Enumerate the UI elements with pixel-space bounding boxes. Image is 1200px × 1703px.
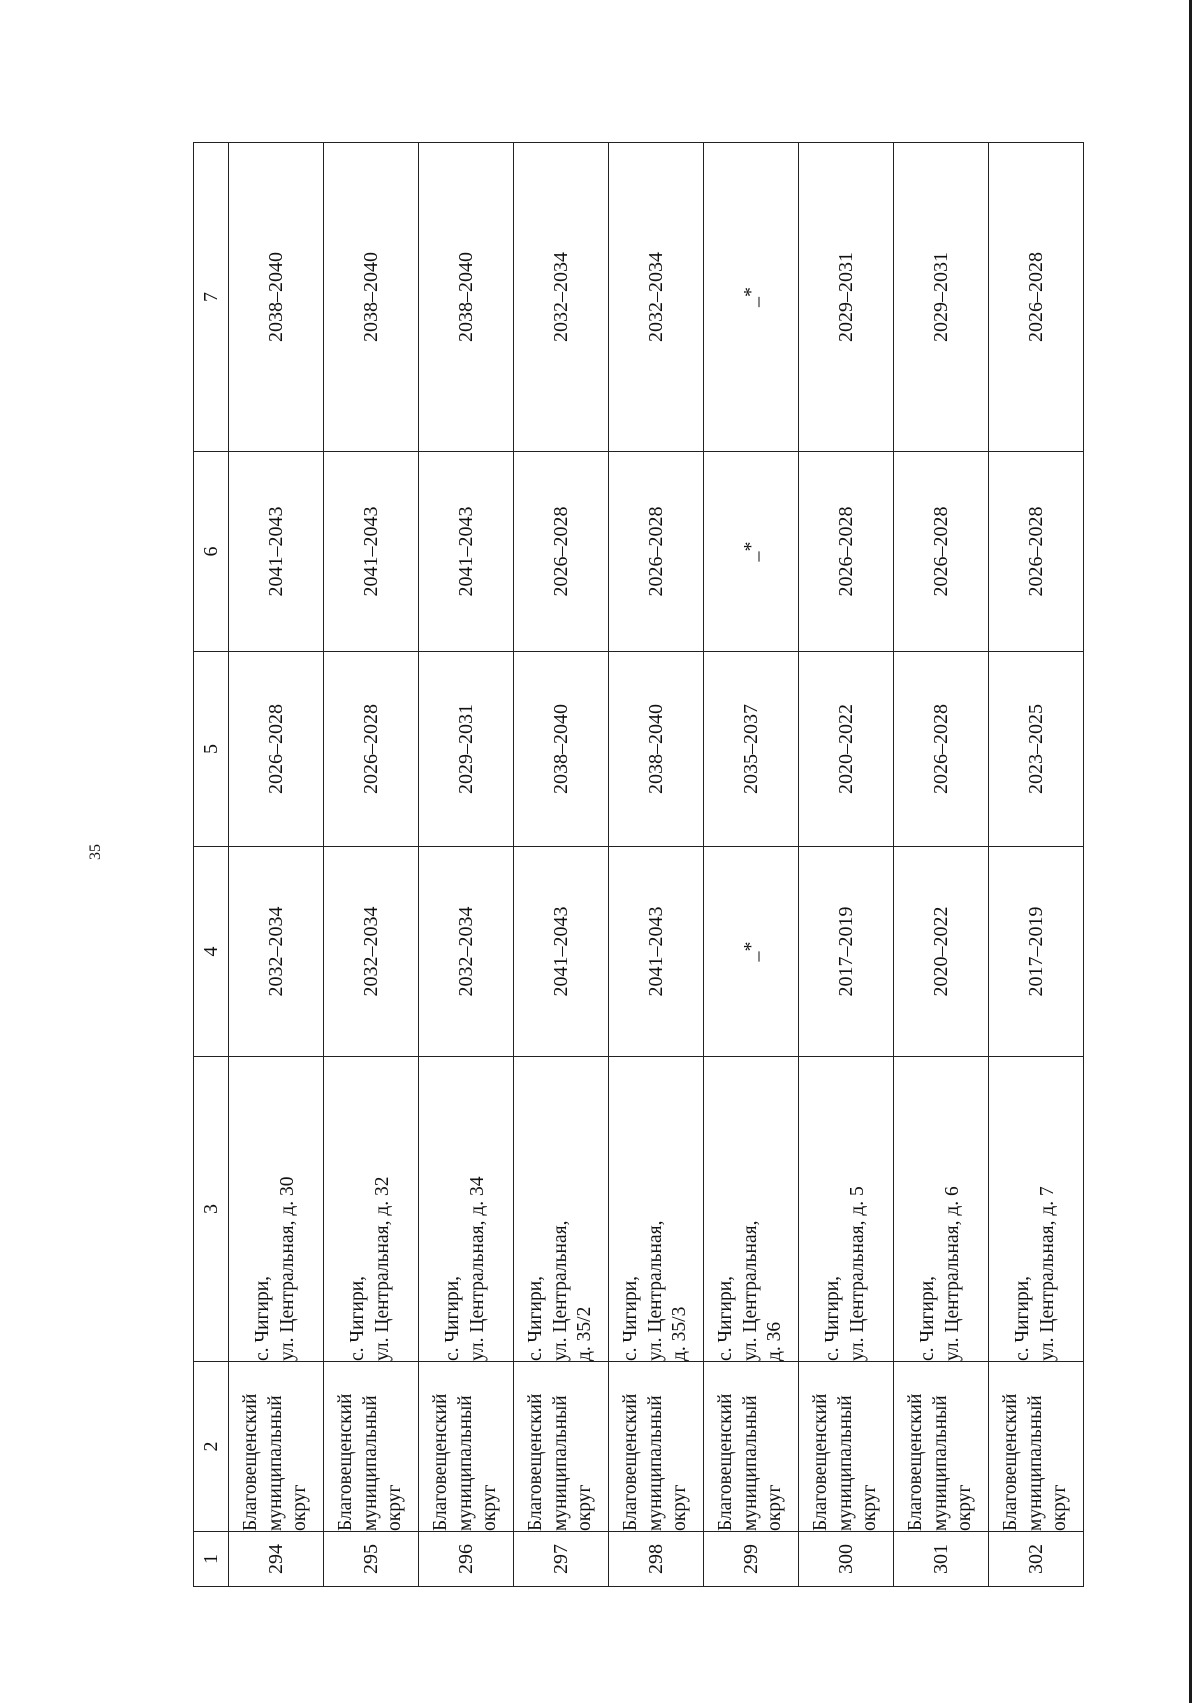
page-number: 35 bbox=[87, 844, 104, 860]
row-number: 294 bbox=[229, 1532, 324, 1587]
table-row bbox=[704, 143, 799, 1587]
period-cell-col7: 2029–2031 bbox=[799, 143, 894, 452]
column-header-6: 6 bbox=[194, 452, 229, 652]
period-cell-col6: 2026–2028 bbox=[609, 452, 704, 652]
row-number: 297 bbox=[514, 1532, 609, 1587]
address-line: с. Чигири, bbox=[347, 1275, 369, 1361]
address-cell bbox=[799, 1057, 894, 1362]
address-line: ул. Центральная, bbox=[644, 1220, 666, 1361]
row-number: 301 bbox=[894, 1532, 989, 1587]
column-header-4: 4 bbox=[194, 847, 229, 1057]
row-number: 302 bbox=[989, 1532, 1084, 1587]
period-cell-col6: 2041–2043 bbox=[229, 452, 324, 652]
table-row bbox=[989, 143, 1084, 1587]
period-cell-col5: 2020–2022 bbox=[799, 652, 894, 847]
address-line: с. Чигири, bbox=[917, 1275, 939, 1361]
period-cell-col6: 2026–2028 bbox=[989, 452, 1084, 652]
municipality-line: округ bbox=[574, 1484, 596, 1531]
municipality-line: Благовещенский bbox=[429, 1393, 451, 1531]
municipality-cell bbox=[989, 1362, 1084, 1532]
address-line: ул. Центральная, д. 7 bbox=[1037, 1186, 1058, 1361]
municipality-line: муниципальный bbox=[454, 1395, 476, 1531]
period-cell-col5: 2029–2031 bbox=[419, 652, 514, 847]
period-cell-col7: 2038–2040 bbox=[419, 143, 514, 452]
municipality-line: муниципальный bbox=[549, 1395, 571, 1531]
period-cell-col7: _* bbox=[704, 143, 799, 452]
municipality-line: Благовещенский bbox=[904, 1393, 926, 1531]
municipality-cell bbox=[324, 1362, 419, 1532]
period-cell-col6: 2041–2043 bbox=[324, 452, 419, 652]
table-row bbox=[419, 143, 514, 1587]
municipality-line: округ bbox=[954, 1484, 976, 1531]
municipality-line: округ bbox=[859, 1484, 881, 1531]
municipality-cell bbox=[799, 1362, 894, 1532]
address-cell bbox=[229, 1057, 324, 1362]
period-cell-col4: 2041–2043 bbox=[514, 847, 609, 1057]
municipality-cell bbox=[419, 1362, 514, 1532]
municipality-line: округ bbox=[1049, 1484, 1071, 1531]
address-cell bbox=[419, 1057, 514, 1362]
municipality-line: Благовещенский bbox=[999, 1393, 1021, 1531]
municipality-line: Благовещенский bbox=[524, 1393, 546, 1531]
municipality-line: Благовещенский bbox=[239, 1393, 261, 1531]
municipality-line: Благовещенский bbox=[809, 1393, 831, 1531]
address-line: ул. Центральная, д. 34 bbox=[467, 1176, 488, 1361]
municipality-line: округ bbox=[669, 1484, 691, 1531]
municipality-cell bbox=[514, 1362, 609, 1532]
municipality-line: округ bbox=[384, 1484, 406, 1531]
period-cell-col5: 2026–2028 bbox=[229, 652, 324, 847]
table-row bbox=[609, 143, 704, 1587]
scan-edge-line bbox=[1189, 0, 1192, 1703]
address-cell bbox=[609, 1057, 704, 1362]
row-number: 299 bbox=[704, 1532, 799, 1587]
address-line: с. Чигири, bbox=[619, 1275, 641, 1361]
period-cell-col7: 2032–2034 bbox=[609, 143, 704, 452]
address-line: с. Чигири, bbox=[252, 1275, 274, 1361]
table-header-row bbox=[194, 143, 229, 1587]
period-cell-col4: _* bbox=[704, 847, 799, 1057]
address-line: ул. Центральная, д. 32 bbox=[372, 1176, 393, 1361]
row-number: 295 bbox=[324, 1532, 419, 1587]
address-line: д. 36 bbox=[764, 1321, 786, 1361]
address-cell bbox=[704, 1057, 799, 1362]
period-cell-col4: 2032–2034 bbox=[229, 847, 324, 1057]
period-cell-col6: 2026–2028 bbox=[514, 452, 609, 652]
period-cell-col4: 2020–2022 bbox=[894, 847, 989, 1057]
address-line: с. Чигири, bbox=[822, 1275, 844, 1361]
address-line: ул. Центральная, д. 30 bbox=[277, 1176, 298, 1361]
address-line: ул. Центральная, bbox=[739, 1220, 761, 1361]
period-cell-col6: 2026–2028 bbox=[894, 452, 989, 652]
table-row bbox=[514, 143, 609, 1587]
address-cell bbox=[989, 1057, 1084, 1362]
municipality-line: округ bbox=[764, 1484, 786, 1531]
address-cell bbox=[324, 1057, 419, 1362]
row-number: 296 bbox=[419, 1532, 514, 1587]
rotated-table-container bbox=[193, 143, 1073, 1587]
period-cell-col6: 2041–2043 bbox=[419, 452, 514, 652]
period-cell-col7: 2038–2040 bbox=[229, 143, 324, 452]
period-cell-col4: 2041–2043 bbox=[609, 847, 704, 1057]
row-number: 300 bbox=[799, 1532, 894, 1587]
period-cell-col5: 2026–2028 bbox=[894, 652, 989, 847]
municipality-line: Благовещенский bbox=[714, 1393, 736, 1531]
period-cell-col5: 2026–2028 bbox=[324, 652, 419, 847]
table-row bbox=[894, 143, 989, 1587]
address-line: ул. Центральная, д. 5 bbox=[847, 1186, 868, 1361]
address-line: с. Чигири, bbox=[1012, 1275, 1034, 1361]
municipality-line: муниципальный bbox=[264, 1395, 286, 1531]
address-line: с. Чигири, bbox=[524, 1275, 546, 1361]
column-header-5: 5 bbox=[194, 652, 229, 847]
data-table bbox=[193, 142, 1084, 1587]
period-cell-col5: 2023–2025 bbox=[989, 652, 1084, 847]
period-cell-col7: 2032–2034 bbox=[514, 143, 609, 452]
period-cell-col4: 2017–2019 bbox=[799, 847, 894, 1057]
municipality-cell bbox=[609, 1362, 704, 1532]
address-cell bbox=[514, 1057, 609, 1362]
period-cell-col7: 2026–2028 bbox=[989, 143, 1084, 452]
address-line: д. 35/3 bbox=[669, 1306, 691, 1361]
period-cell-col6: 2026–2028 bbox=[799, 452, 894, 652]
municipality-line: муниципальный bbox=[359, 1395, 381, 1531]
period-cell-col5: 2035–2037 bbox=[704, 652, 799, 847]
municipality-line: муниципальный bbox=[644, 1395, 666, 1531]
address-cell bbox=[894, 1057, 989, 1362]
row-number: 298 bbox=[609, 1532, 704, 1587]
column-header-7: 7 bbox=[194, 143, 229, 452]
table-row bbox=[324, 143, 419, 1587]
period-cell-col4: 2017–2019 bbox=[989, 847, 1084, 1057]
municipality-line: муниципальный bbox=[834, 1395, 856, 1531]
municipality-line: Благовещенский bbox=[334, 1393, 356, 1531]
municipality-cell bbox=[704, 1362, 799, 1532]
period-cell-col7: 2038–2040 bbox=[324, 143, 419, 452]
address-line: ул. Центральная, bbox=[549, 1220, 571, 1361]
period-cell-col4: 2032–2034 bbox=[324, 847, 419, 1057]
table-row bbox=[799, 143, 894, 1587]
municipality-line: муниципальный bbox=[739, 1395, 761, 1531]
table-row bbox=[229, 143, 324, 1587]
address-line: с. Чигири, bbox=[714, 1275, 736, 1361]
municipality-line: округ bbox=[289, 1484, 311, 1531]
period-cell-col5: 2038–2040 bbox=[514, 652, 609, 847]
municipality-cell bbox=[229, 1362, 324, 1532]
period-cell-col6: _* bbox=[704, 452, 799, 652]
column-header-3: 3 bbox=[194, 1057, 229, 1362]
municipality-line: округ bbox=[479, 1484, 501, 1531]
period-cell-col5: 2038–2040 bbox=[609, 652, 704, 847]
period-cell-col7: 2029–2031 bbox=[894, 143, 989, 452]
municipality-line: муниципальный bbox=[1024, 1395, 1046, 1531]
municipality-line: Благовещенский bbox=[619, 1393, 641, 1531]
municipality-line: муниципальный bbox=[929, 1395, 951, 1531]
period-cell-col4: 2032–2034 bbox=[419, 847, 514, 1057]
address-line: с. Чигири, bbox=[442, 1275, 464, 1361]
column-header-2: 2 bbox=[194, 1362, 229, 1532]
municipality-cell bbox=[894, 1362, 989, 1532]
address-line: д. 35/2 bbox=[574, 1306, 596, 1361]
column-header-1: 1 bbox=[194, 1532, 229, 1587]
address-line: ул. Центральная, д. 6 bbox=[942, 1186, 963, 1361]
